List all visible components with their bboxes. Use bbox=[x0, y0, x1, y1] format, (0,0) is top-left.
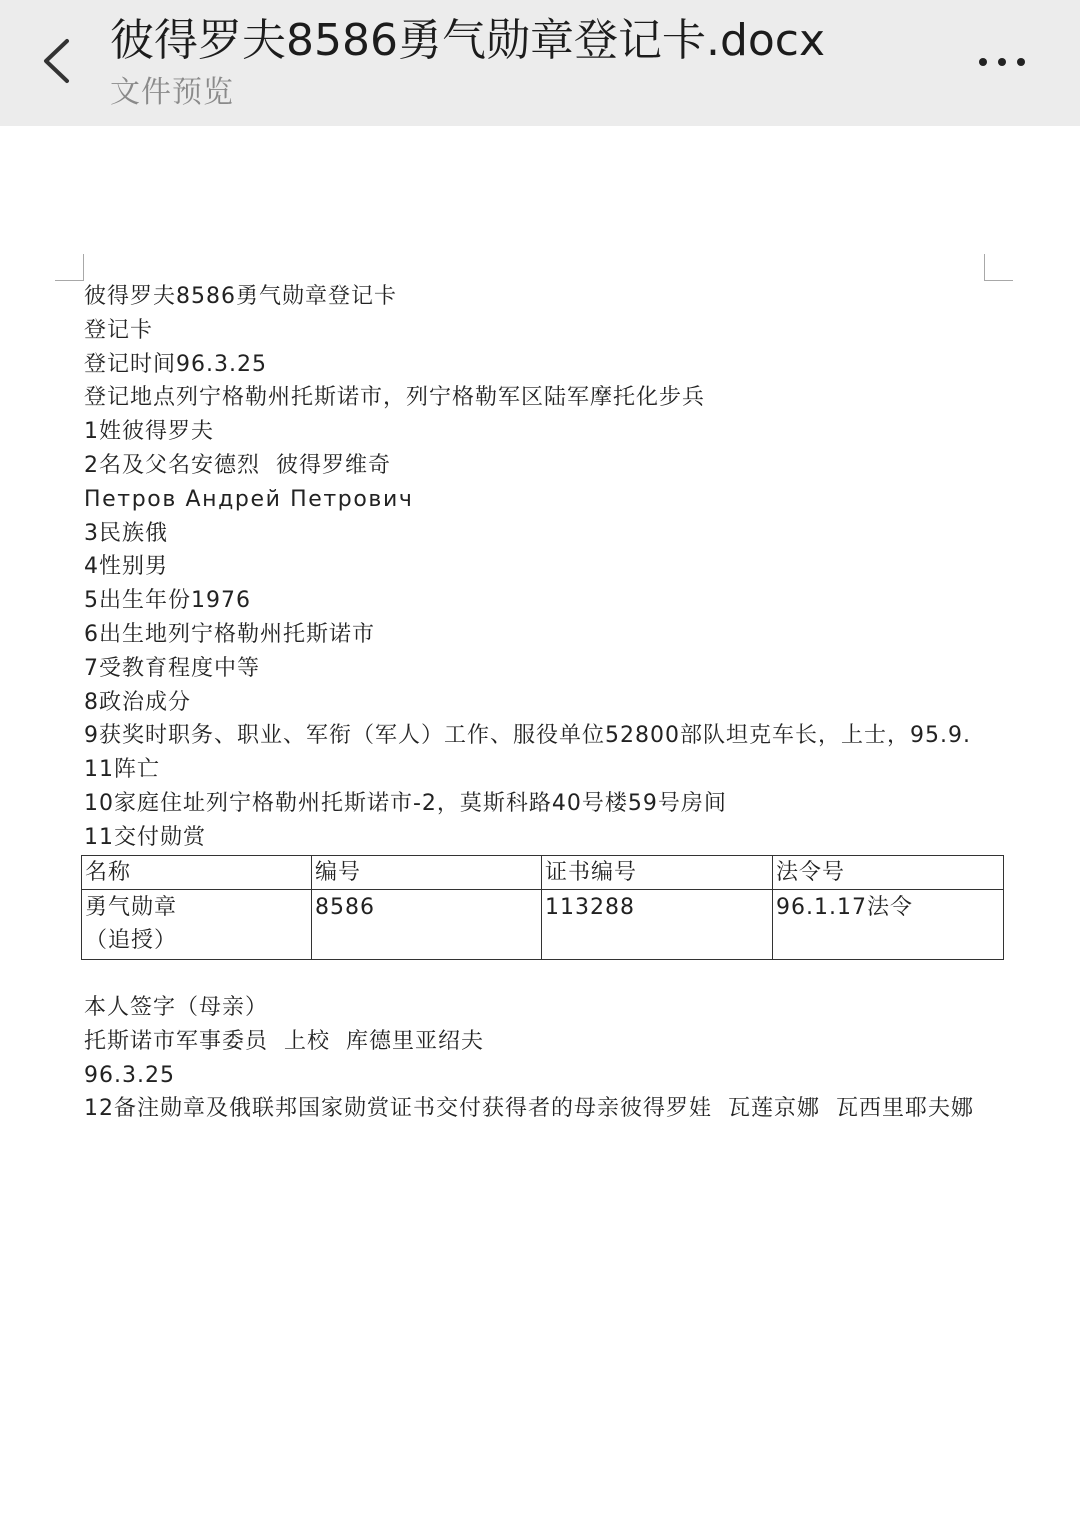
file-preview-subtitle: 文件预览 bbox=[110, 75, 234, 110]
doc-line: 6出生地列宁格勒州托斯诺市 bbox=[84, 621, 375, 647]
table-cell-certificate-number: 113288 bbox=[542, 890, 773, 960]
doc-line: 5出生年份1976 bbox=[84, 588, 251, 614]
doc-line: 2名及父名安德烈 彼得罗维奇 bbox=[84, 452, 391, 478]
page-corner-mark-top-left bbox=[55, 254, 84, 281]
doc-line: 9获奖时职务、职业、军衔（军人）工作、服役单位52800部队坦克车长，上士，95.9. bbox=[84, 723, 971, 749]
doc-line: 7受教育程度中等 bbox=[84, 655, 260, 681]
doc-line: 登记时间96.3.25 bbox=[84, 351, 267, 377]
table-cell-number: 8586 bbox=[312, 890, 542, 960]
table-header-cell: 法令号 bbox=[773, 856, 1004, 890]
top-bar bbox=[0, 0, 1080, 126]
doc-line: 4性别男 bbox=[84, 554, 168, 580]
table-row bbox=[82, 890, 1004, 960]
doc-line-russian-name: Петров Андрей Петрович bbox=[84, 486, 414, 512]
table-header-cell: 证书编号 bbox=[542, 856, 773, 890]
doc-line: 11交付勋赏 bbox=[84, 824, 206, 850]
doc-line-remarks: 12备注勋章及俄联邦国家勋赏证书交付获得者的母亲彼得罗娃 瓦莲京娜 瓦西里耶夫娜 bbox=[84, 1096, 974, 1122]
doc-line-commissioner: 托斯诺市军事委员 上校 库德里亚绍夫 bbox=[84, 1028, 484, 1054]
chevron-left-icon bbox=[41, 37, 71, 85]
award-name: 勇气勋章 bbox=[85, 895, 178, 920]
doc-line: 登记卡 bbox=[84, 317, 154, 343]
document-footer bbox=[84, 991, 974, 1126]
table-header-cell: 名称 bbox=[82, 856, 312, 890]
table-cell-name bbox=[82, 890, 312, 960]
page-corner-mark-top-right bbox=[984, 254, 1013, 281]
doc-title-line: 彼得罗夫8586勇气勋章登记卡 bbox=[84, 284, 397, 309]
file-title: 彼得罗夫8586勇气勋章登记卡.docx bbox=[110, 15, 826, 66]
doc-line: 3民族俄 bbox=[84, 520, 168, 546]
more-button[interactable] bbox=[972, 48, 1032, 76]
table-header-cell: 编号 bbox=[312, 856, 542, 890]
back-button[interactable] bbox=[34, 34, 78, 88]
doc-line: 登记地点列宁格勒州托斯诺市，列宁格勒军区陆军摩托化步兵 bbox=[84, 385, 706, 411]
document-body bbox=[84, 280, 971, 855]
table-header-row bbox=[82, 856, 1004, 890]
doc-line: 10家庭住址列宁格勒州托斯诺市-2，莫斯科路40号楼59号房间 bbox=[84, 790, 727, 816]
doc-line-signature: 本人签字（母亲） bbox=[84, 995, 269, 1020]
doc-line: 11阵亡 bbox=[84, 757, 160, 783]
doc-line: 1姓彼得罗夫 bbox=[84, 419, 214, 445]
doc-line: 8政治成分 bbox=[84, 689, 191, 715]
award-table bbox=[81, 855, 1004, 960]
table-cell-decree-number: 96.1.17法令 bbox=[773, 890, 1004, 960]
award-note: （追授） bbox=[85, 928, 178, 953]
doc-line-date: 96.3.25 bbox=[84, 1062, 175, 1088]
more-dots-icon bbox=[974, 54, 1030, 70]
